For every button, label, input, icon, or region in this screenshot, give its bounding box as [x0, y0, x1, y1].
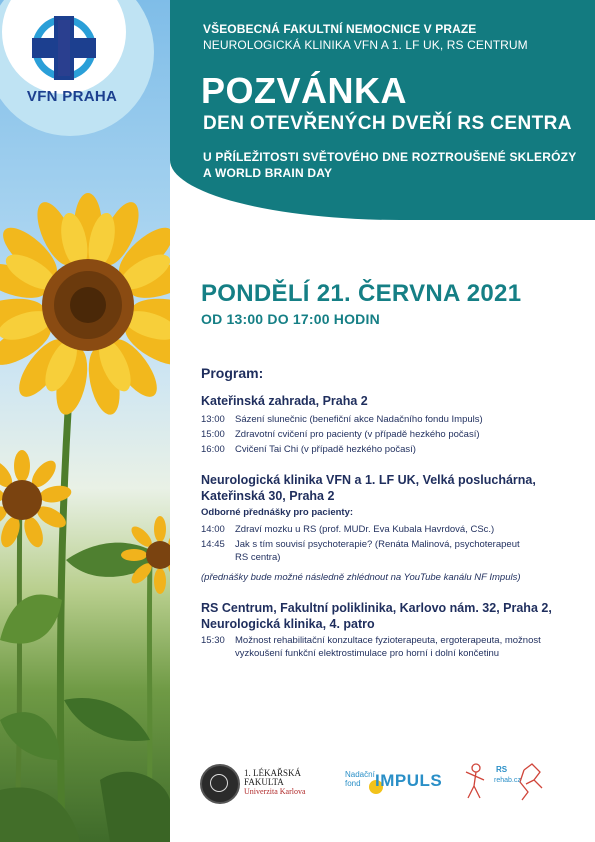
program-desc — [235, 634, 565, 660]
lectures-subheading: Odborné přednášky pro pacienty: — [201, 507, 354, 518]
program-desc — [235, 538, 565, 564]
rs-text: RS — [496, 765, 508, 774]
lf-logo-line: 1. LÉKAŘSKÁ — [244, 768, 302, 778]
program-desc-line: Jak s tím souvisí psychoterapie? (Renáta Malinová, psychoterapeut — [235, 539, 520, 550]
program-desc: Cvičení Tai Chi (v případě hezkého počasí) — [235, 444, 416, 455]
seal-icon — [200, 764, 240, 804]
venue-line: Neurologická klinika, 4. patro — [201, 617, 375, 631]
program-time: 14:00 — [201, 524, 225, 535]
hospital-name: VŠEOBECNÁ FAKULTNÍ NEMOCNICE V PRAZE — [203, 22, 477, 36]
venue-line: RS Centrum, Fakultní poliklinika, Karlovo nám. 32, Praha 2, — [201, 601, 552, 615]
venue-heading — [201, 600, 552, 632]
lf-logo-line: Univerzita Karlova — [244, 787, 306, 796]
program-desc: Zdravotní cvičení pro pacienty (v případě hezkého počasí) — [235, 429, 480, 440]
program-desc-line: vyzkoušení funkční elektrostimulace pro horní i dolní končetinu — [235, 648, 500, 659]
rs-figure-icon — [462, 758, 546, 804]
occasion-line-1: U PŘÍLEŽITOSTI SVĚTOVÉHO DNE ROZTROUŠENÉ SKLERÓZY — [203, 150, 577, 164]
event-date: PONDĚLÍ 21. ČERVNA 2021 — [201, 280, 522, 307]
clinic-name: NEUROLOGICKÁ KLINIKA VFN A 1. LF UK, RS CENTRUM — [203, 38, 528, 52]
page-title: POZVÁNKA — [201, 70, 408, 111]
lf-uk-logo — [200, 762, 320, 806]
event-time: OD 13:00 DO 17:00 HODIN — [201, 311, 380, 327]
program-desc: Zdraví mozku u RS (prof. MUDr. Eva Kubala Havrdová, CSc.) — [235, 524, 495, 535]
occasion-line-2: A WORLD BRAIN DAY — [203, 166, 333, 180]
rs-text: rehab.cz — [494, 777, 521, 784]
impuls-wordmark: IMPULS — [375, 771, 443, 790]
impuls-logo — [345, 768, 443, 800]
program-time: 14:45 — [201, 539, 225, 550]
program-desc-line: Možnost rehabilitační konzultace fyzioterapeuta, ergoterapeuta, možnost — [235, 635, 541, 646]
logo-text: VFN PRAHA — [26, 88, 118, 105]
header-banner — [170, 0, 595, 220]
event-subtitle: DEN OTEVŘENÝCH DVEŘÍ RS CENTRA — [203, 113, 572, 134]
program-time: 15:00 — [201, 429, 225, 440]
program-time: 13:00 — [201, 414, 225, 425]
impuls-small-text: Nadační fond — [345, 770, 375, 788]
venue-line: Neurologická klinika VFN a 1. LF UK, Velká posluchárna, — [201, 473, 536, 487]
program-time: 15:30 — [201, 635, 225, 646]
program-desc-line: RS centra) — [235, 552, 281, 563]
venue-line: Kateřinská 30, Praha 2 — [201, 489, 335, 503]
venue-heading — [201, 472, 536, 504]
program-time: 16:00 — [201, 444, 225, 455]
venue-heading: Kateřinská zahrada, Praha 2 — [201, 394, 368, 408]
youtube-note: (přednášky bude možné následně zhlédnout na YouTube kanálu NF Impuls) — [201, 572, 521, 583]
rs-rehab-logo — [462, 758, 546, 804]
occasion-text — [203, 149, 576, 181]
lf-logo-line: FAKULTA — [244, 777, 284, 787]
program-title: Program: — [201, 365, 264, 381]
program-desc: Sázení slunečnic (benefiční akce Nadačního fondu Impuls) — [235, 414, 483, 425]
vfn-cross-icon — [30, 14, 98, 82]
